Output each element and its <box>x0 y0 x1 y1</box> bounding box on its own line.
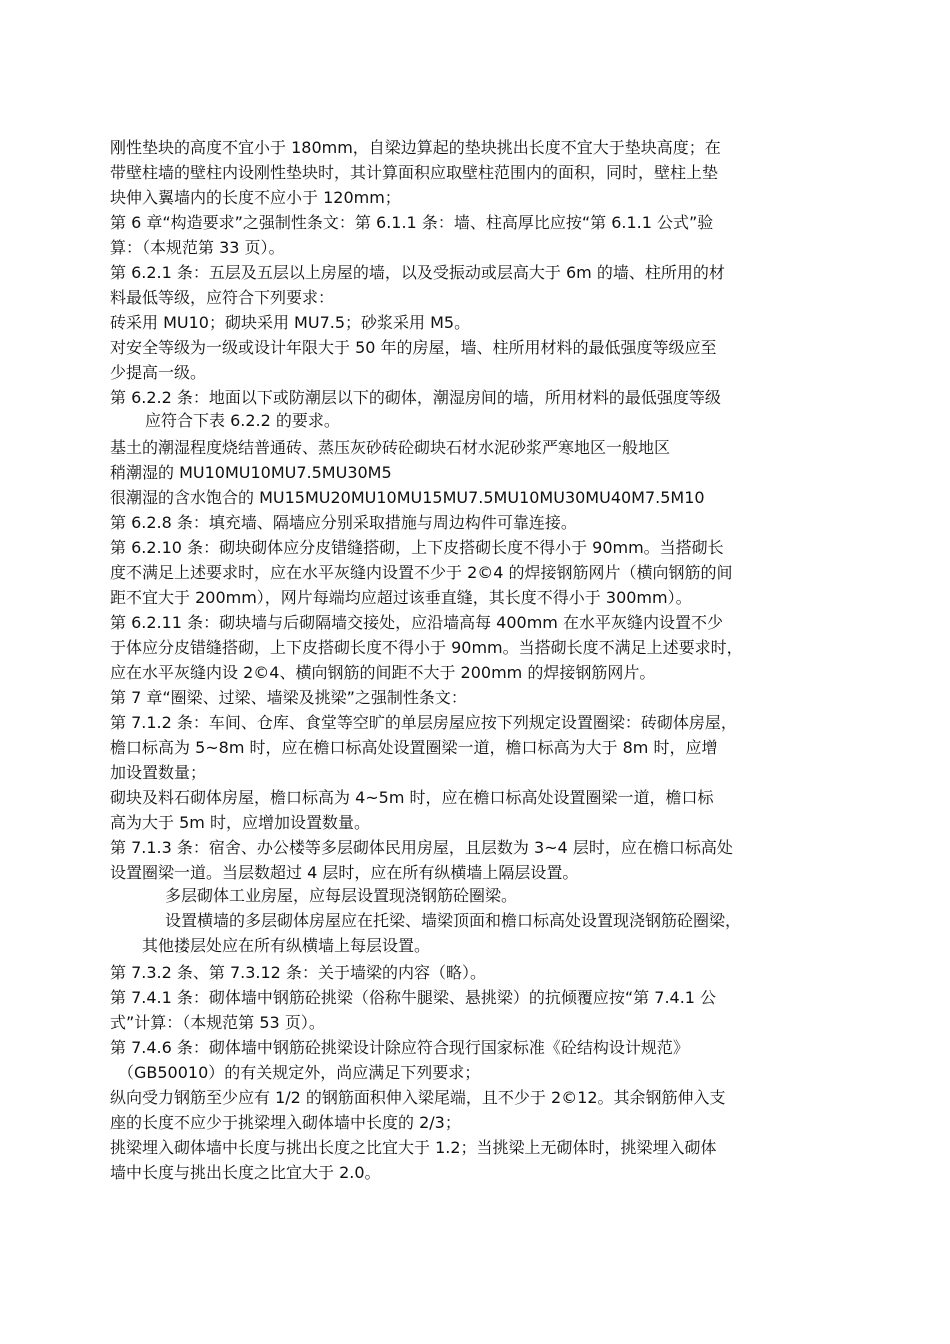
text-line: 墙中长度与挑出长度之比宜大于 2.0。 <box>110 1163 381 1182</box>
text-line: 对安全等级为一级或设计年限大于 50 年的房屋，墙、柱所用材料的最低强度等级应至 <box>110 338 717 357</box>
text-line: 应符合下表 6.2.2 的要求。 <box>145 411 340 430</box>
text-line: 第 7.1.3 条：宿舍、办公楼等多层砌体民用房屋，且层数为 3~4 层时，应在檐口标高处 <box>110 838 733 857</box>
text-line: 于体应分皮错缝搭砌，上下皮搭砌长度不得小于 90mm。当搭砌长度不满足上述要求时， <box>110 638 743 657</box>
text-line: 带壁柱墙的壁柱内设刚性垫块时，其计算面积应取壁柱范围内的面积，同时，壁柱上垫 <box>110 163 719 182</box>
text-line: 第 6 章“构造要求”之强制性条文：第 6.1.1 条：墙、柱高厚比应按“第 6.1.1 公式”验 <box>110 213 714 232</box>
text-line: 料最低等级，应符合下列要求： <box>110 288 335 307</box>
text-line: 檐口标高为 5~8m 时，应在檐口标高处设置圈梁一道，檐口标高为大于 8m 时，应增 <box>110 738 718 757</box>
text-line: 度不满足上述要求时，应在水平灰缝内设置不少于 2©4 的焊接钢筋网片（横向钢筋的间 <box>110 563 733 582</box>
text-line: 应在水平灰缝内设 2©4、横向钢筋的间距不大于 200mm 的焊接钢筋网片。 <box>110 663 656 682</box>
text-line: 第 7.1.2 条：车间、仓库、食堂等空旷的单层房屋应按下列规定设置圈梁：砖砌体房屋， <box>110 713 737 732</box>
text-line: 高为大于 5m 时，应增加设置数量。 <box>110 813 370 832</box>
text-line: 挑梁埋入砌体墙中长度与挑出长度之比宜大于 1.2；当挑梁上无砌体时，挑梁埋入砌体 <box>110 1138 717 1157</box>
text-line: 第 7 章“圈梁、过梁、墙梁及挑梁”之强制性条文： <box>110 688 467 707</box>
text-line: 加设置数量； <box>110 763 207 782</box>
text-line: 块伸入翼墙内的长度不应小于 120mm； <box>110 188 401 207</box>
text-line: 纵向受力钢筋至少应有 1/2 的钢筋面积伸入梁尾端，且不少于 2©12。其余钢筋伸入支 <box>110 1088 726 1107</box>
text-line: 式”计算：（本规范第 53 页）。 <box>110 1013 325 1032</box>
text-line: 第 6.2.10 条：砌块砌体应分皮错缝搭砌，上下皮搭砌长度不得小于 90mm。当搭砌长 <box>110 538 724 557</box>
text-line: 距不宜大于 200mm），网片每端均应超过该垂直缝，其长度不得小于 300mm）。 <box>110 588 692 607</box>
text-line: （GB50010）的有关规定外，尚应满足下列要求； <box>118 1063 481 1082</box>
text-line: 少提高一级。 <box>110 363 207 382</box>
text-line: 其他搂层处应在所有纵横墙上每层设置。 <box>142 936 431 955</box>
text-line: 基土的潮湿程度烧结普通砖、蒸压灰砂砖砼砌块石材水泥砂浆严寒地区一般地区 <box>110 438 671 457</box>
text-line: 设置圈梁一道。当层数超过 4 层时，应在所有纵横墙上隔层设置。 <box>110 863 579 882</box>
text-line: 第 6.2.11 条：砌块墙与后砌隔墙交接处，应沿墙高每 400mm 在水平灰缝内设置不少 <box>110 613 723 632</box>
text-line: 第 6.2.2 条：地面以下或防潮层以下的砌体，潮湿房间的墙，所用材料的最低强度等级 <box>110 388 721 407</box>
text-line: 第 6.2.1 条：五层及五层以上房屋的墙，以及受振动或层高大于 6m 的墙、柱所用的材 <box>110 263 725 282</box>
text-line: 座的长度不应少于挑梁埋入砌体墙中长度的 2/3； <box>110 1113 461 1132</box>
text-line: 算：（本规范第 33 页）。 <box>110 238 285 257</box>
text-line: 第 7.3.2 条、第 7.3.12 条：关于墙梁的内容（略）。 <box>110 963 486 982</box>
text-line: 设置横墙的多层砌体房屋应在托梁、墙梁顶面和檐口标高处设置现浇钢筋砼圈梁， <box>165 911 742 930</box>
text-line: 刚性垫块的高度不宜小于 180mm，自梁边算起的垫块挑出长度不宜大于垫块高度；在 <box>110 138 721 157</box>
text-line: 砖采用 MU10；砌块采用 MU7.5；砂浆采用 M5。 <box>110 313 471 332</box>
text-line: 稍潮湿的 MU10MU10MU7.5MU30M5 <box>110 463 392 482</box>
text-line: 第 7.4.6 条：砌体墙中钢筋砼挑梁设计除应符合现行国家标准《砼结构设计规范》 <box>110 1038 689 1057</box>
text-line: 第 7.4.1 条：砌体墙中钢筋砼挑梁（俗称牛腿梁、悬挑梁）的抗倾覆应按“第 7.4.1 公 <box>110 988 717 1007</box>
text-line: 很潮湿的含水饱合的 MU15MU20MU10MU15MU7.5MU10MU30MU40M7.5M10 <box>110 488 705 507</box>
text-line: 第 6.2.8 条：填充墙、隔墙应分别采取措施与周边构件可靠连接。 <box>110 513 577 532</box>
text-line: 多层砌体工业房屋，应每层设置现浇钢筋砼圈梁。 <box>165 886 518 905</box>
text-line: 砌块及料石砌体房屋，檐口标高为 4~5m 时，应在檐口标高处设置圈梁一道，檐口标 <box>110 788 714 807</box>
